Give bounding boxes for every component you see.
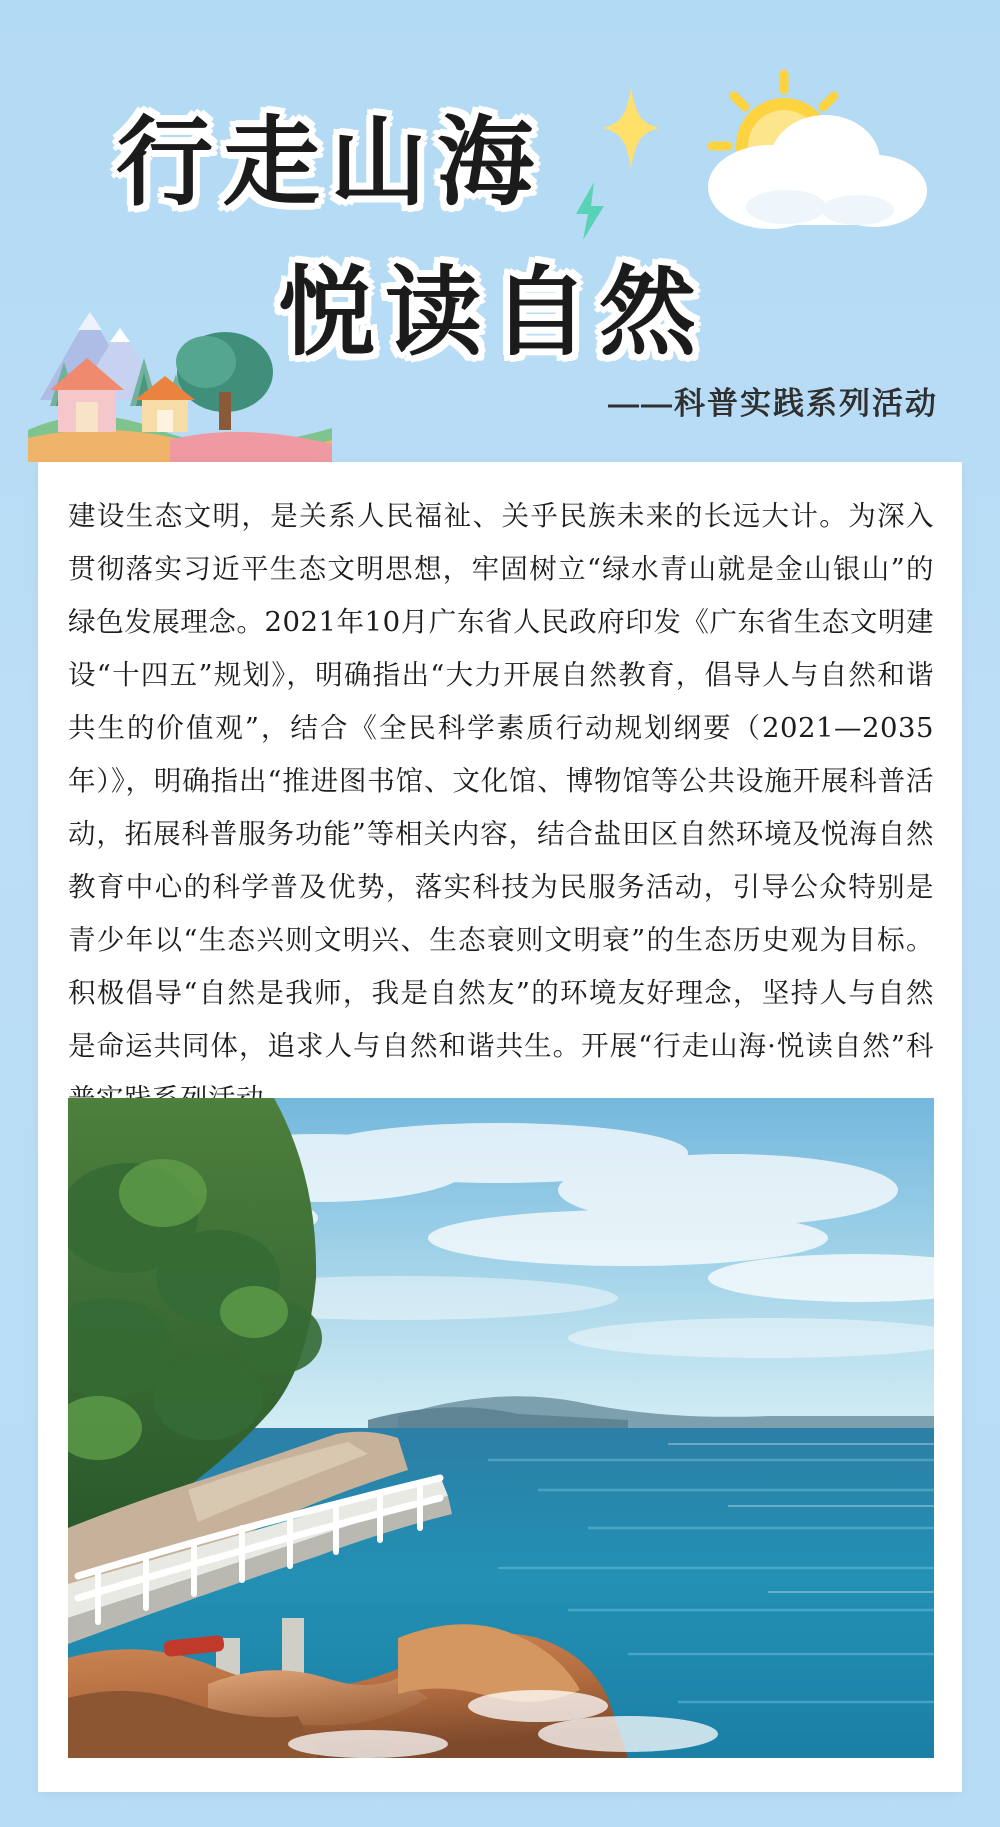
poster-title-line-1: 行走山海 <box>116 106 544 219</box>
sparkle-icon <box>600 85 662 176</box>
poster-title-line-2: 悦读自然 <box>278 256 706 369</box>
coastal-seaside-photo <box>68 1098 934 1758</box>
body-paragraph: 建设生态文明，是关系人民福祉、关乎民族未来的长远大计。为深入贯彻落实习近平生态文明思想，牢固树立“绿水青山就是金山银山”的绿色发展理念。2021年10月广东省人民政府印发《广东省生态文明建设“十四五”规划》，明确指出“大力开展自然教育，倡导人与自然和谐共生的价值观”，结合《全民科学素质行动规划纲要（2021—2035年）》，明确指出“推进图书馆、文化馆、博物馆等公共设施开展科普活动，拓展科普服务功能”等相关内容，结合盐田区自然环境及悦海自然教育中心的科学普及优势，落实科技为民服务活动，引导公众特别是青少年以“生态兴则文明兴、生态衰则文明衰”的生态历史观为目标。积极倡导“自然是我师，我是自然友”的环境友好理念，坚持人与自然是命运共同体，追求人与自然和谐共生。开展“行走山海·悦读自然”科 <box>68 500 934 1062</box>
poster-subtitle: ——科普实践系列活动 <box>608 386 938 421</box>
content-card <box>38 462 962 1792</box>
cloud-icon <box>690 95 940 235</box>
poster-header <box>0 0 1000 540</box>
